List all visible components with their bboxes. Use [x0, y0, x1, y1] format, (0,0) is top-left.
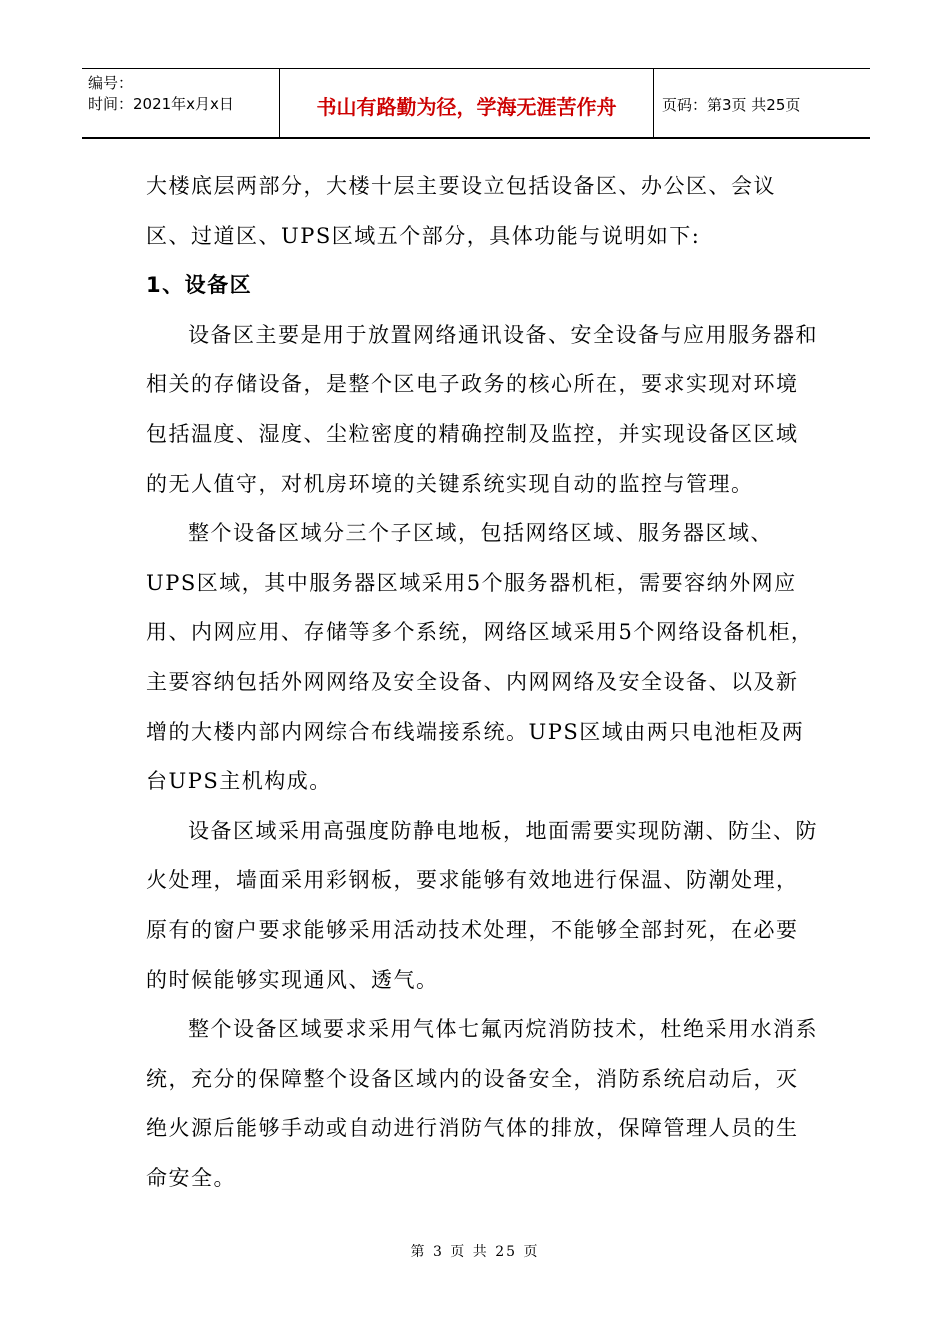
number-label: 编号：	[88, 74, 134, 92]
page-footer: 第 3 页 共 25 页	[410, 1244, 540, 1260]
intro-paragraph: 大楼底层两部分，大楼十层主要设立包括设备区、办公区、会议区、过道区、UPS区域五个部分，具体功能与说明如下:	[146, 174, 776, 248]
paragraph-equipment-purpose: 设备区主要是用于放置网络通讯设备、安全设备与应用服务器和相关的存储设备，是整个区电子政务的核心所在，要求实现对环境包括温度、湿度、尘粒密度的精确控制及监控，并实现设备区区域的无人值守，对机房环境的关键系统实现自动的监控与管理。	[146, 322, 818, 496]
paragraph-floor-walls: 设备区域采用高强度防静电地板，地面需要实现防潮、防尘、防火处理，墙面采用彩钢板，要求能够有效地进行保温、防潮处理，原有的窗户要求能够采用活动技术处理，不能够全部封死，在必要的时候能够实现通风、透气。	[146, 818, 818, 992]
section-title: 1、设备区	[146, 273, 253, 298]
document-body	[146, 162, 818, 1203]
header-meta	[82, 69, 280, 137]
paragraph-fire-protection: 整个设备区域要求采用气体七氟丙烷消防技术，杜绝采用水消系统，充分的保障整个设备区域内的设备安全，消防系统启动后，灭绝火源后能够手动或自动进行消防气体的排放，保障管理人员的生命安全。	[146, 1017, 818, 1190]
page-header	[82, 68, 870, 139]
date-label: 时间：2021年x月x日	[88, 95, 234, 113]
header-page-info: 页码：第3页 共25页	[662, 95, 801, 114]
header-motto: 书山有路勤为径，学海无涯苦作舟	[280, 69, 654, 137]
paragraph-equipment-zones: 整个设备区域分三个子区域，包括网络区域、服务器区域、UPS区域，其中服务器区域采用5个服务器机柜，需要容纳外网应用、内网应用、存储等多个系统，网络区域采用5个网络设备机柜，主要容纳包括外网网络及安全设备、内网网络及安全设备、以及新增的大楼内部内网综合布线端接系统。UPS区域由两只电池柜及两台UPS主机构成。	[146, 521, 814, 794]
